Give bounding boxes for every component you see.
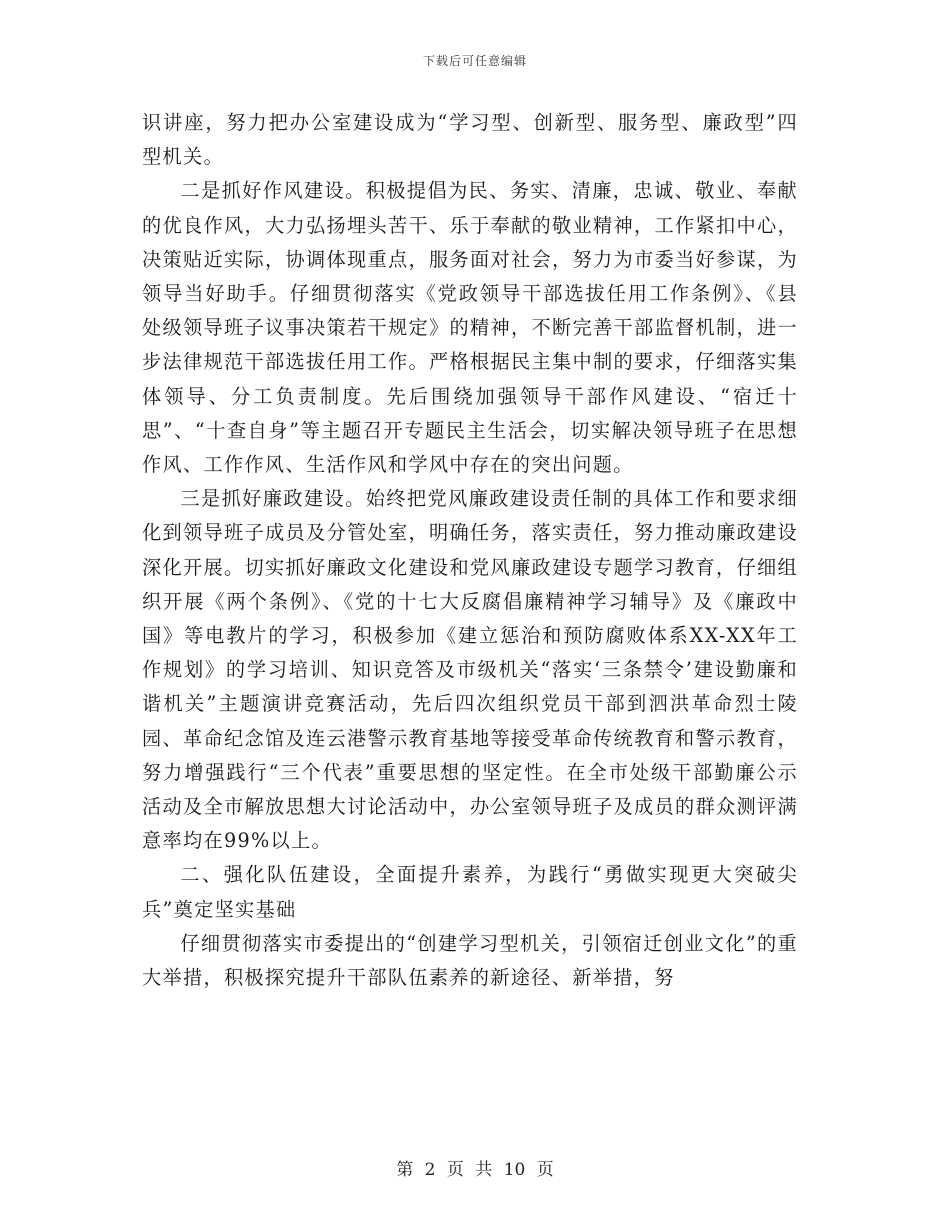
paragraph-team-building: 仔细贯彻落实市委提出的“创建学习型机关，引领宿迁创业文化”的重大举措，积极探究提升干部队伍素养的新途径、新举措，努 — [142, 931, 798, 990]
paragraph-work-style: 二是抓好作风建设。积极提倡为民、务实、清廉，忠诚、敬业、奉献的优良作风，大力弘扬埋头苦干、乐于奉献的敬业精神，工作紧扣中心，决策贴近实际，协调体现重点，服务面对社会，努力为市委当好参谋，为领导当好助手。仔细贯彻落实《党政领导干部选拔任用工作条例》、《县处级领导班子议事决策若干规定》的精神，不断完善干部监督机制，进一步法律规范干部选拔任用工作。严格根据民主集中制的要求，仔细落实集体领导、分工负责制度。先后围绕加强领导干部作风建设、“宿迁十思”、“十查自身”等主题召开专题民主生活会，切实解决领导班子在思想作风、工作作风、生活作风和学风中存在的突出问题。 — [142, 179, 798, 477]
paragraph-integrity: 三是抓好廉政建设。始终把党风廉政建设责任制的具体工作和要求细化到领导班子成员及分管处室，明确任务，落实责任，努力推动廉政建设深化开展。切实抓好廉政文化建设和党风廉政建设专题学习教育，仔细组织开展《两个条例》、《党的十七大反腐倡廉精神学习辅导》及《廉政中国》等电教片的学习，积极参加《建立惩治和预防腐败体系XX-XX年工作规划》的学习培训、知识竞答及市级机关“落实‘三条禁令’建设勤廉和谐机关”主题演讲竞赛活动，先后四次组织党员干部到泗洪革命烈士陵园、革命纪念馆及连云港警示教育基地等接受革命传统教育和警示教育，努力增强践行“三个代表”重要思想的坚定性。在全市处级干部勤廉公示活动及全市解放思想大讨论活动中，办公室领导班子及成员的群众测评满意率均在99%以上。 — [142, 487, 798, 853]
paragraph-continuation: 识讲座，努力把办公室建设成为“学习型、创新型、服务型、廉政型”四型机关。 — [142, 111, 798, 169]
document-body — [142, 106, 798, 995]
page-header: 下载后可任意编辑 — [422, 54, 527, 68]
page-footer: 第 2 页 共 10 页 — [396, 1160, 554, 1180]
section-heading: 二、强化队伍建设，全面提升素养，为践行“勇做实现更大突破尖兵”奠定坚实基础 — [142, 863, 798, 921]
